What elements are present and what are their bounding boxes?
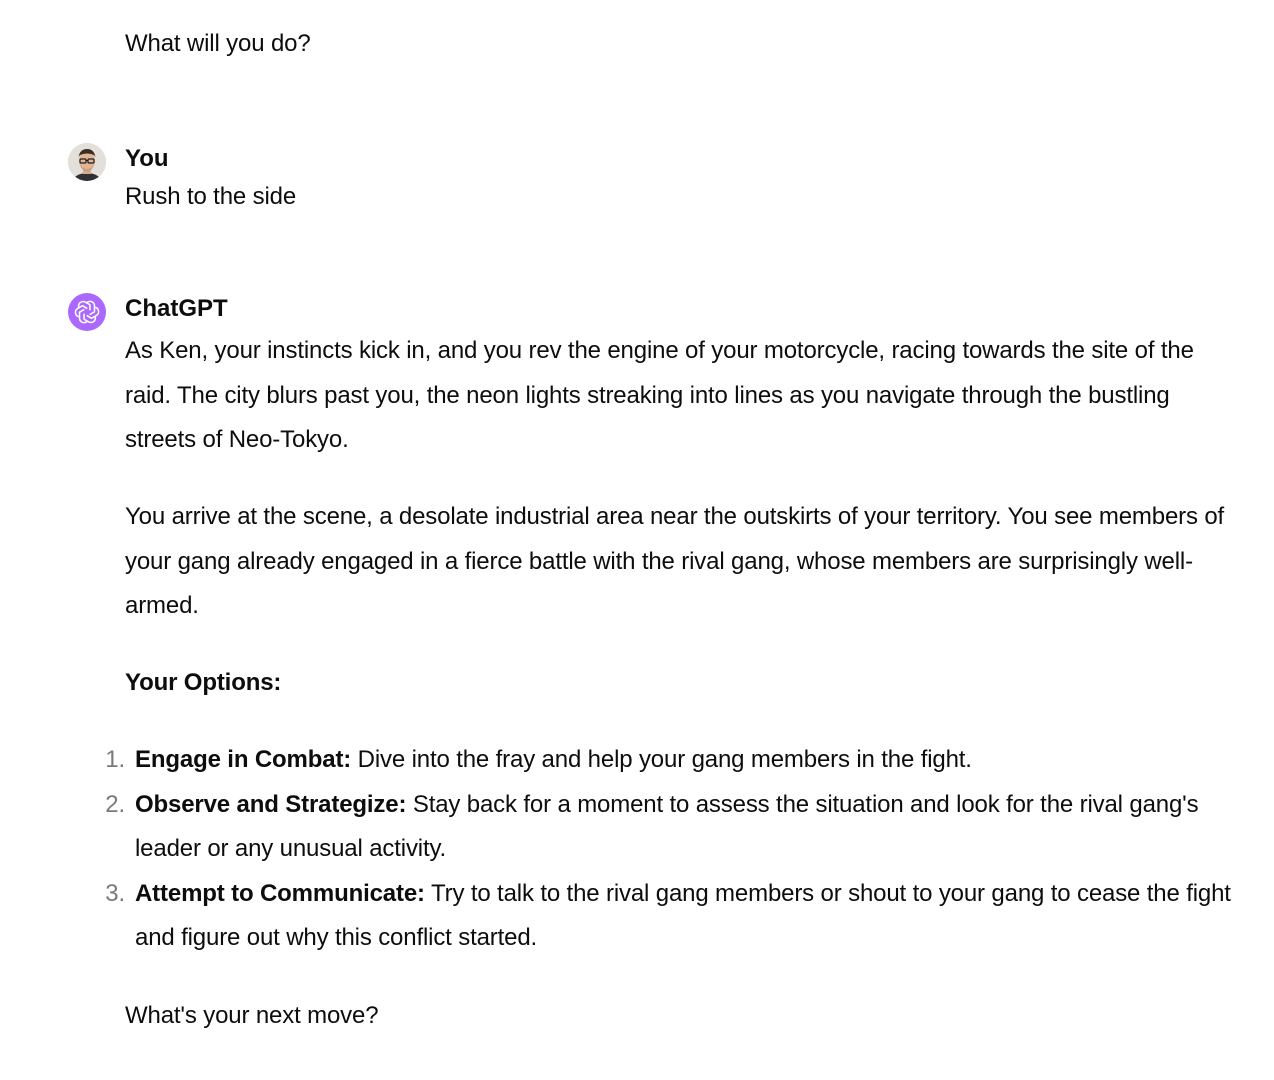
options-list [95,738,1245,961]
list-item [95,738,1245,783]
openai-logo-icon [74,299,100,325]
list-item-number: 2. [105,790,125,818]
previous-assistant-line: What will you do? [125,30,311,57]
options-heading: Your Options: [125,669,282,696]
option-title: Attempt to Communicate: [135,879,425,907]
assistant-closing-question: What's your next move? [125,1002,379,1029]
user-author-name: You [125,145,169,172]
user-photo-icon [68,143,106,181]
list-item-number: 1. [105,746,125,773]
user-avatar [68,143,106,181]
option-text: Try to talk to the rival gang members or shout to your gang to cease the fight and figure out why this conflict started. [135,879,1231,951]
option-text: Dive into the fray and help your gang members in the fight. [357,746,972,773]
assistant-author-name: ChatGPT [125,295,228,322]
option-title: Engage in Combat: [135,746,352,773]
assistant-paragraph-1: As Ken, your instincts kick in, and you rev the engine of your motorcycle, racing towards the site of the raid. The city blurs past you, the neon lights streaking into lines as you navigate through the bustling streets of Neo-Tokyo. [125,337,1194,453]
option-title: Observe and Strategize: [135,790,407,818]
assistant-avatar [68,293,106,331]
list-item [95,872,1245,961]
assistant-paragraph-2: You arrive at the scene, a desolate industrial area near the outskirts of your territory. You see members of your gang already engaged in a fierce battle with the rival gang, whose members are surprisingly well-armed. [125,503,1225,619]
user-message-text: Rush to the side [125,183,297,210]
list-item [95,783,1245,872]
list-item-number: 3. [105,879,125,907]
option-text: Stay back for a moment to assess the situation and look for the rival gang's leader or any unusual activity. [135,790,1199,862]
